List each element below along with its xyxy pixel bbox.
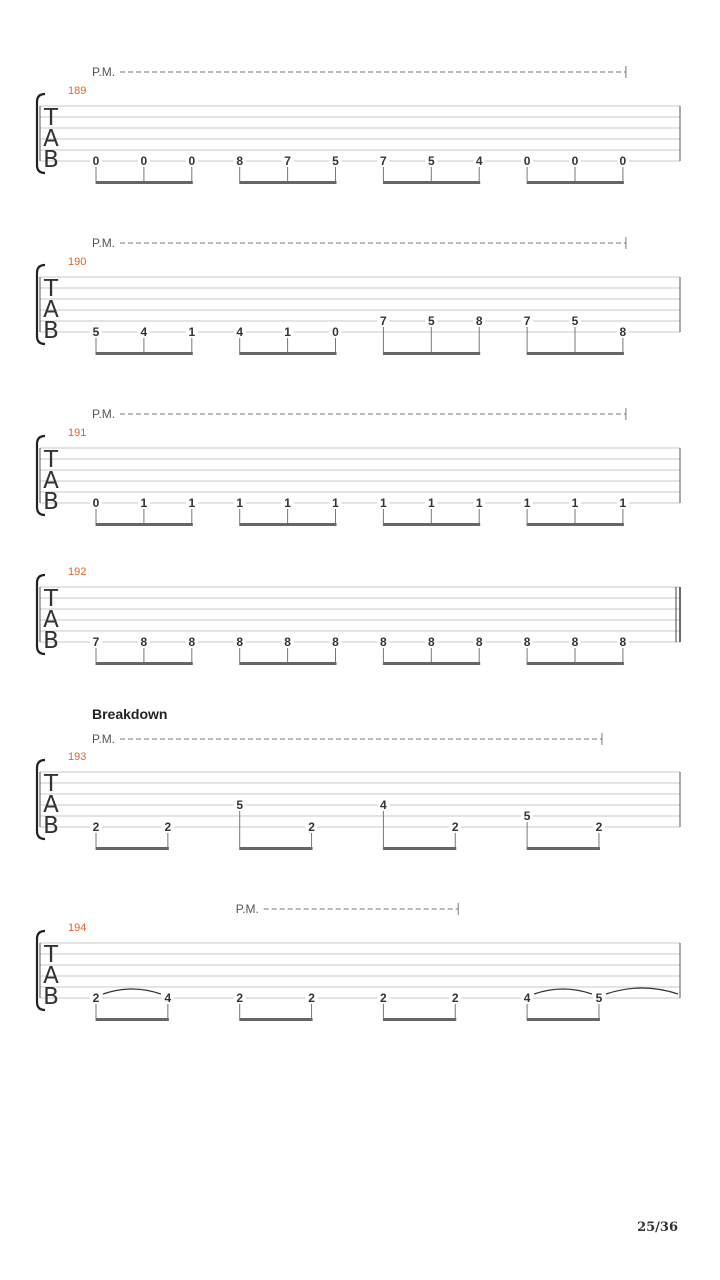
tab-clef-letter: T <box>43 586 59 612</box>
fret-number: 2 <box>164 820 172 834</box>
beam <box>240 352 337 355</box>
fret-number: 2 <box>595 820 603 834</box>
fret-number: 5 <box>427 154 435 168</box>
fret-number: 0 <box>571 154 579 168</box>
fret-number: 8 <box>619 325 627 339</box>
beam <box>240 523 337 526</box>
fret-number: 8 <box>523 635 531 649</box>
beam <box>383 1018 456 1021</box>
fret-number: 1 <box>332 496 339 510</box>
fret-number: 8 <box>332 635 339 649</box>
measure-number: 191 <box>68 427 87 439</box>
fret-number: 8 <box>380 635 387 649</box>
fret-number: 1 <box>188 496 196 510</box>
fret-number: 7 <box>380 314 387 328</box>
fret-number: 4 <box>236 325 244 339</box>
tab-clef-letter: T <box>43 942 59 968</box>
fret-number: 5 <box>595 991 603 1005</box>
tab-clef-letter: T <box>43 276 59 302</box>
fret-number: 0 <box>332 325 339 339</box>
fret-number: 5 <box>332 154 339 168</box>
tab-system-191 <box>37 407 680 526</box>
tab-clef-letter: B <box>43 318 59 344</box>
fret-number: 8 <box>188 635 196 649</box>
fret-number: 2 <box>380 991 387 1005</box>
fret-number: 2 <box>451 991 459 1005</box>
tab-system-194 <box>37 902 680 1021</box>
tab-clef-letter: B <box>43 984 59 1010</box>
fret-number: 1 <box>380 496 387 510</box>
fret-number: 8 <box>284 635 291 649</box>
beam <box>527 352 624 355</box>
measure-number: 194 <box>68 922 87 934</box>
beam <box>527 662 624 665</box>
fret-number: 8 <box>571 635 579 649</box>
tie-arc <box>606 988 678 994</box>
fret-number: 4 <box>164 991 172 1005</box>
measure-number: 189 <box>68 85 87 97</box>
fret-number: 0 <box>523 154 531 168</box>
beam <box>383 847 456 850</box>
tab-system-190 <box>37 236 680 355</box>
tab-clef-letter: T <box>43 105 59 131</box>
fret-number: 4 <box>523 991 531 1005</box>
fret-number: 1 <box>284 325 291 339</box>
beam <box>240 1018 313 1021</box>
fret-number: 8 <box>475 635 483 649</box>
tie-arc <box>103 989 161 994</box>
tab-clef-letter: A <box>43 607 59 633</box>
fret-number: 8 <box>236 635 244 649</box>
fret-number: 2 <box>92 820 100 834</box>
beam <box>96 847 169 850</box>
fret-number: 7 <box>284 154 291 168</box>
measure-number: 190 <box>68 256 87 268</box>
fret-number: 2 <box>92 991 100 1005</box>
fret-number: 7 <box>92 635 100 649</box>
fret-number: 0 <box>92 154 100 168</box>
tab-clef-letter: B <box>43 489 59 515</box>
fret-number: 1 <box>427 496 435 510</box>
measure-number: 193 <box>68 751 87 763</box>
fret-number: 5 <box>236 798 244 812</box>
palm-mute-label: P.M. <box>92 407 116 421</box>
beam <box>527 1018 600 1021</box>
fret-number: 4 <box>475 154 483 168</box>
fret-number: 2 <box>308 820 315 834</box>
fret-number: 1 <box>475 496 483 510</box>
tab-clef-letter: B <box>43 628 59 654</box>
tab-clef-letter: A <box>43 468 59 494</box>
fret-number: 1 <box>619 496 627 510</box>
fret-number: 5 <box>427 314 435 328</box>
fret-number: 1 <box>523 496 531 510</box>
fret-number: 0 <box>619 154 627 168</box>
beam <box>383 523 480 526</box>
fret-number: 4 <box>380 798 387 812</box>
tab-clef-letter: A <box>43 963 59 989</box>
fret-number: 8 <box>427 635 435 649</box>
tab-system-193 <box>37 706 680 850</box>
fret-number: 8 <box>236 154 244 168</box>
fret-number: 2 <box>236 991 244 1005</box>
fret-number: 4 <box>140 325 148 339</box>
fret-number: 0 <box>92 496 100 510</box>
fret-number: 2 <box>451 820 459 834</box>
tie-arc <box>534 989 592 994</box>
fret-number: 8 <box>475 314 483 328</box>
tab-clef-letter: B <box>43 147 59 173</box>
page-number: 25/36 <box>637 1220 678 1235</box>
fret-number: 1 <box>236 496 244 510</box>
tab-system-189 <box>37 65 680 184</box>
fret-number: 7 <box>380 154 387 168</box>
beam <box>96 662 193 665</box>
tab-clef-letter: A <box>43 297 59 323</box>
beam <box>527 523 624 526</box>
tab-clef-letter: A <box>43 792 59 818</box>
beam <box>383 181 480 184</box>
fret-number: 1 <box>284 496 291 510</box>
measure-number: 192 <box>68 566 87 578</box>
beam <box>240 181 337 184</box>
fret-number: 1 <box>188 325 196 339</box>
beam <box>96 352 193 355</box>
tab-clef-letter: A <box>43 126 59 152</box>
tab-clef-letter: B <box>43 813 59 839</box>
fret-number: 5 <box>523 809 531 823</box>
fret-number: 0 <box>140 154 148 168</box>
tab-system-192 <box>37 566 680 665</box>
beam <box>383 662 480 665</box>
palm-mute-label: P.M. <box>92 65 116 79</box>
beam <box>96 523 193 526</box>
section-label: Breakdown <box>92 706 168 722</box>
fret-number: 8 <box>140 635 148 649</box>
fret-number: 5 <box>92 325 100 339</box>
fret-number: 1 <box>140 496 148 510</box>
fret-number: 7 <box>523 314 531 328</box>
palm-mute-label: P.M. <box>92 732 116 746</box>
beam <box>527 181 624 184</box>
fret-number: 0 <box>188 154 196 168</box>
tab-clef-letter: T <box>43 771 59 797</box>
beam <box>240 847 313 850</box>
beam <box>96 181 193 184</box>
fret-number: 8 <box>619 635 627 649</box>
fret-number: 1 <box>571 496 579 510</box>
tab-clef-letter: T <box>43 447 59 473</box>
palm-mute-label: P.M. <box>92 236 116 250</box>
beam <box>383 352 480 355</box>
palm-mute-label: P.M. <box>235 902 259 916</box>
fret-number: 5 <box>571 314 579 328</box>
beam <box>240 662 337 665</box>
fret-number: 2 <box>308 991 315 1005</box>
beam <box>96 1018 169 1021</box>
beam <box>527 847 600 850</box>
